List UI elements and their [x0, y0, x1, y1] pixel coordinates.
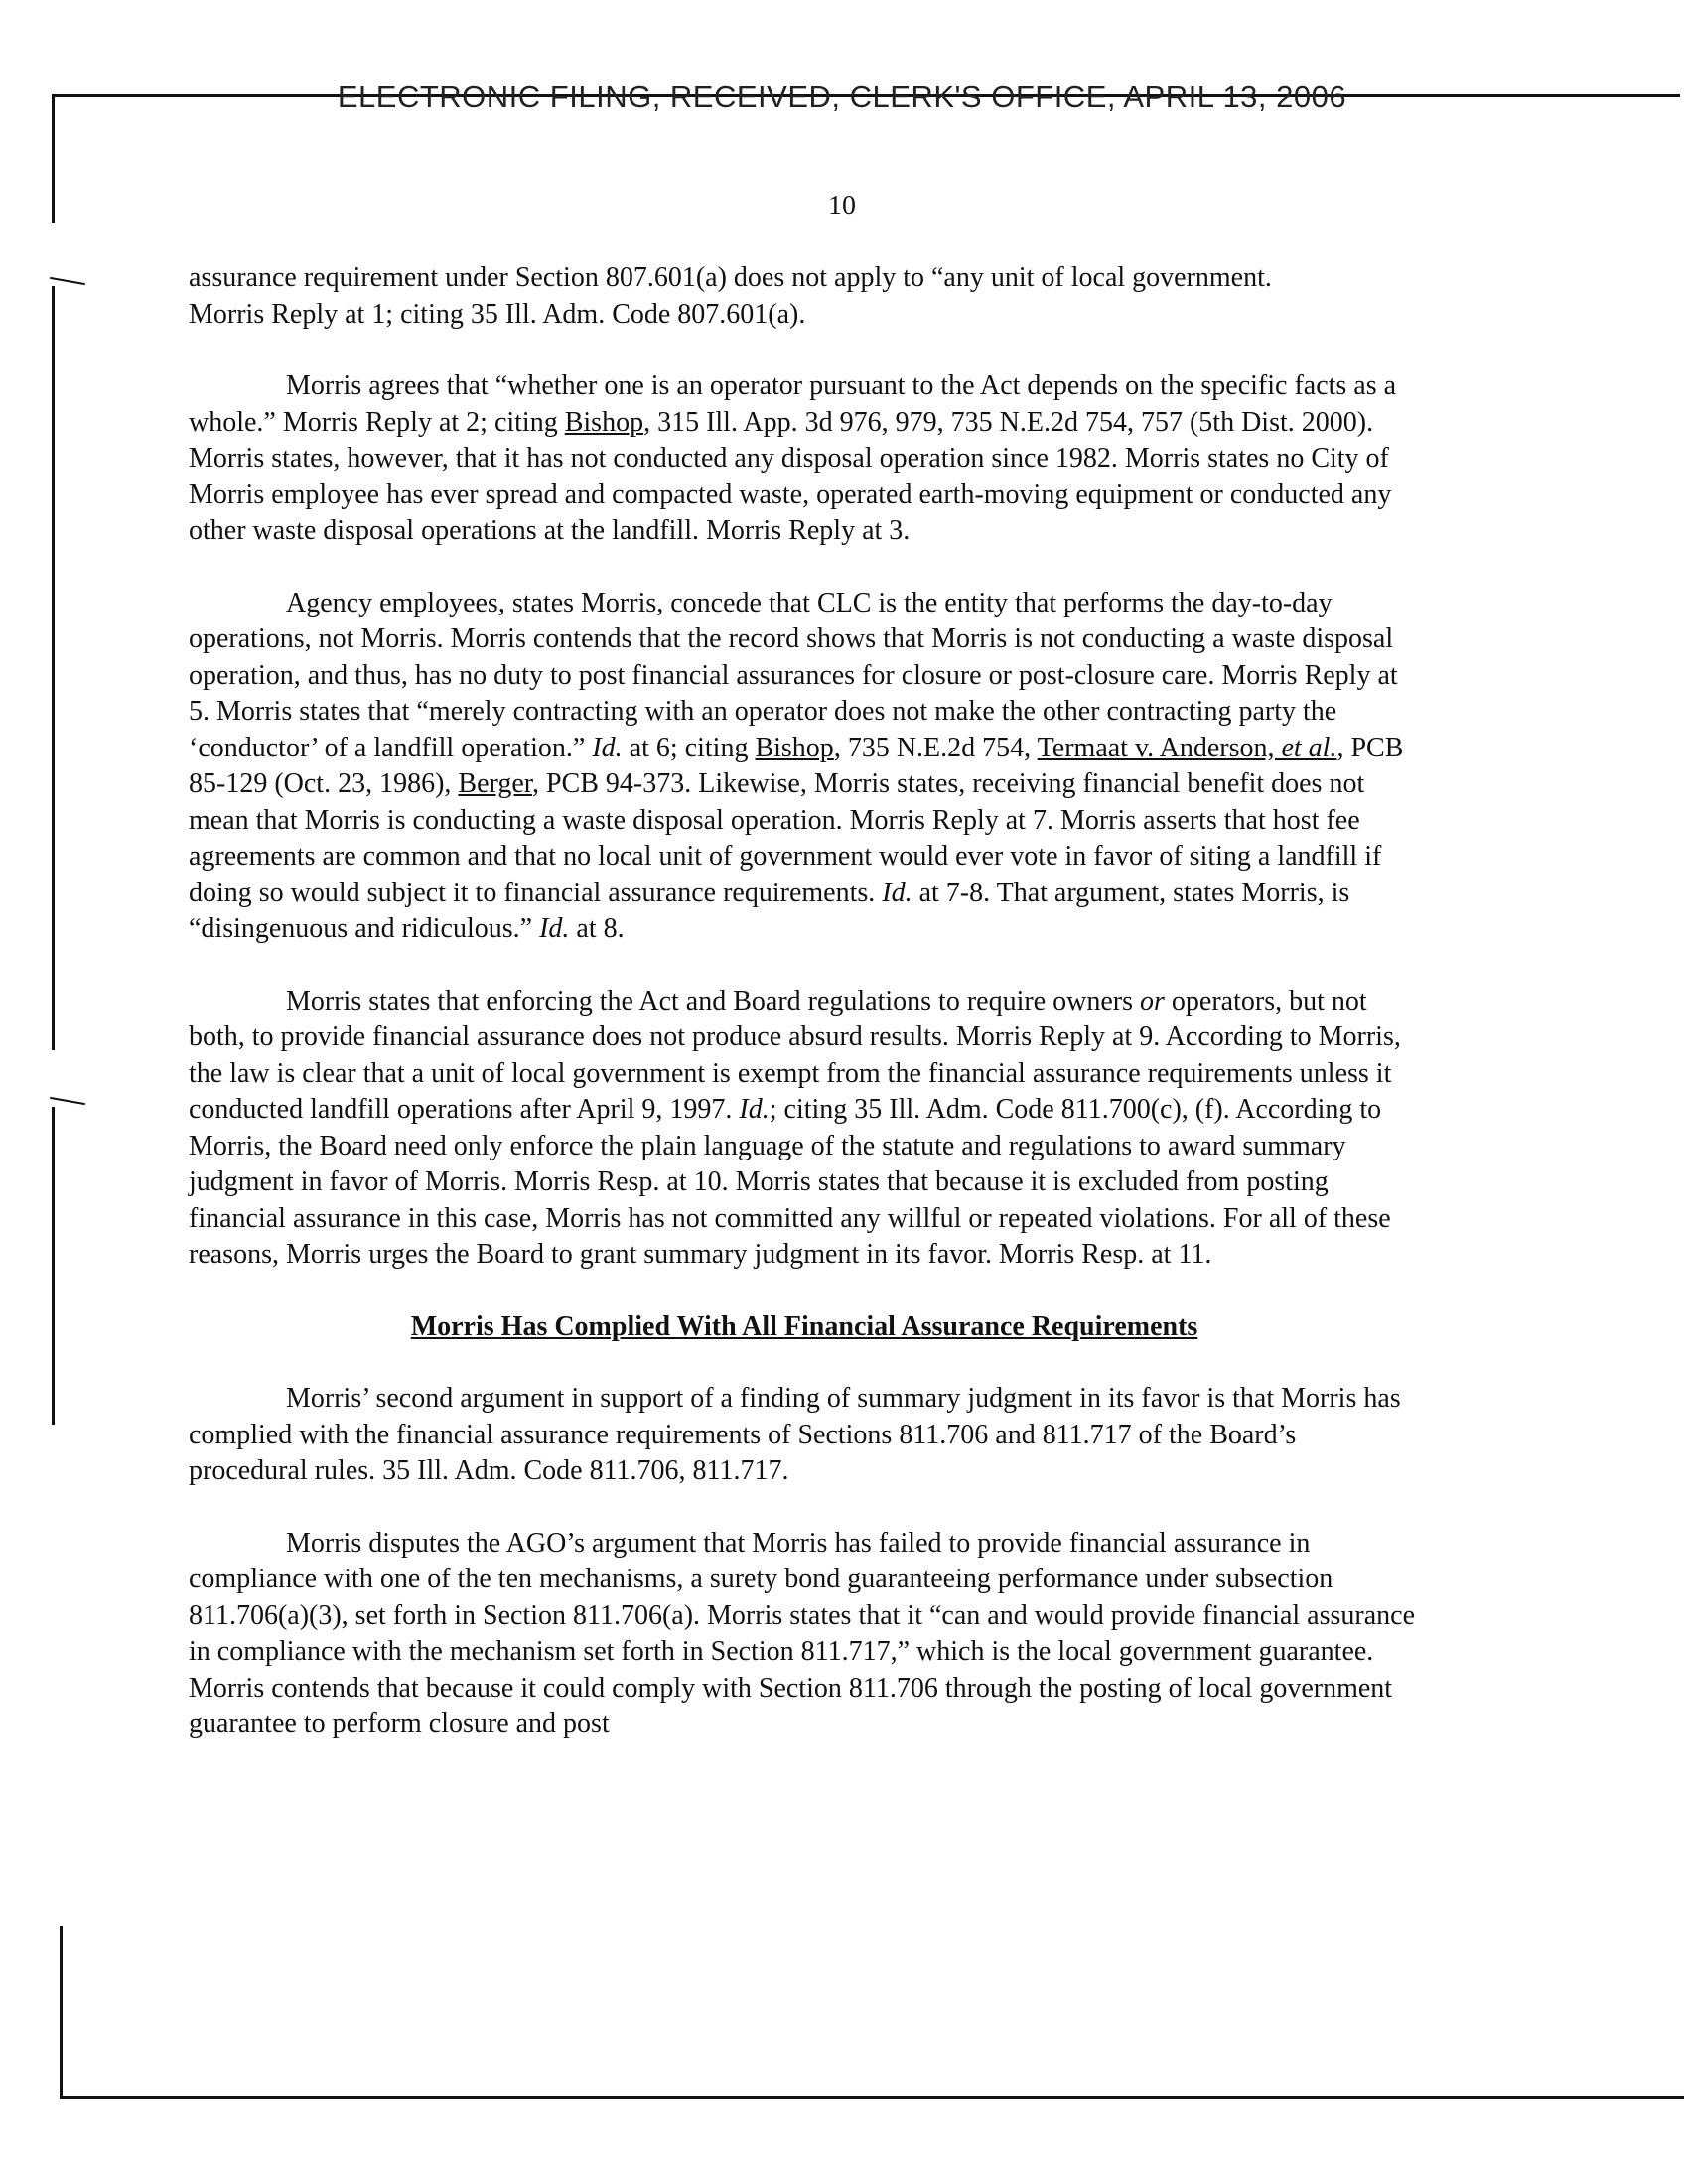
page-border-left	[52, 286, 55, 1050]
text-run: , PCB 94-373. Likewise, Morris states, receiving financial benefit does not mean that Morris is conducting a waste disposal operation. Morris Reply at 7. Morris asserts that host fee agreements are common and that no local unit of government would ever vote in favor of siting a landfill if doing so would subject it to financial assurance requirements.	[189, 768, 1382, 908]
case-citation: Bishop	[755, 732, 834, 763]
case-citation: Berger	[458, 768, 532, 799]
id-citation: Id.	[539, 913, 570, 944]
filing-stamp: ELECTRONIC FILING, RECEIVED, CLERK'S OFFICE, APRIL 13, 2006	[337, 79, 1347, 114]
text-run: ; citing 35 Ill. Adm. Code 811.700(c), (f). According to Morris, the Board need only enforce the plain language of the statute and regulations to award summary judgment in favor of Morris. Morris Resp. at 10. Morris states that because it is excluded from posting financial assurance in this case, Morris has not committed any willful or repeated violations. For all of these reasons, Morris urges the Board to grant summary judgment in its favor. Morris Resp. at 11.	[189, 1094, 1391, 1270]
text-run: assurance requirement under Section 807.601(a) does not apply to “any unit of local government.	[189, 262, 1272, 293]
page-number: 10	[828, 191, 856, 221]
text-run: Morris Reply at 1; citing 35 Ill. Adm. Code 807.601(a).	[189, 298, 806, 330]
page-border-left	[52, 1107, 55, 1425]
document-body	[189, 260, 1420, 1743]
text-run: Morris agrees that “whether one is an operator pursuant to the Act depends on the specific facts as a whole.” Morris Reply at 2; citing	[189, 370, 1397, 438]
paragraph: Morris’ second argument in support of a finding of summary judgment in its favor is that Morris has complied with the financial assurance requirements of Sections 811.706 and 811.717 of the Board’s procedural rules. 35 Ill. Adm. Code 811.706, 811.717.	[189, 1383, 1401, 1486]
scan-mark	[50, 277, 85, 285]
id-citation: Id.	[882, 877, 912, 908]
text-run: Morris states that enforcing the Act and Board regulations to require owners	[286, 985, 1140, 1017]
text-run: operators, but not both, to provide financial assurance does not produce absurd results. Morris Reply at 9. According to Morris, the law is clear that a unit of local government is exempt from the financial assurance requirements unless it conducted landfill operations after April 9, 1997.	[189, 985, 1401, 1125]
id-citation: Id.	[739, 1094, 770, 1125]
text-run: at 6; citing	[622, 732, 756, 763]
page-border-left	[60, 1926, 63, 2097]
paragraph	[189, 984, 1420, 1274]
id-citation: Id.	[592, 732, 623, 763]
page-border-bottom	[60, 2096, 1684, 2099]
text-run: , 735 N.E.2d 754,	[833, 732, 1038, 763]
emphasis: or	[1140, 985, 1165, 1017]
text-run: Agency employees, states Morris, concede that CLC is the entity that performs the day-to-day operations, not Morris. Morris contends that the record shows that Morris is not conducting a waste disposal operation, and thus, has no duty to post financial assurances for closure or post-closure care. Morris Reply at 5. Morris states that “merely contracting with an operator does not make the other contracting party the ‘conductor’ of a landfill operation.”	[189, 587, 1398, 763]
text-run: , 315 Ill. App. 3d 976, 979, 735 N.E.2d 754, 757 (5th Dist. 2000). Morris states, however, that it has not conducted any disposal operation since 1982. Morris states no City of Morris employee has ever spread and compacted waste, operated earth-moving equipment or conducted any other waste disposal operations at the landfill. Morris Reply at 3.	[189, 406, 1392, 546]
scan-mark	[50, 1097, 85, 1105]
paragraph: Morris disputes the AGO’s argument that Morris has failed to provide financial assurance in compliance with one of the ten mechanisms, a surety bond guaranteeing performance under subsection 811.706(a)(3), set forth in Section 811.706(a). Morris states that it “can and would provide financial assurance in compliance with the mechanism set forth in Section 811.717,” which is the local government guarantee. Morris contends that because it could comply with Section 811.706 through the posting of local government guarantee to perform closure and post	[189, 1527, 1416, 1739]
case-citation: Termaat v. Anderson,	[1037, 732, 1282, 763]
text-run: at 8.	[569, 913, 625, 944]
case-citation: et al.	[1281, 732, 1337, 763]
text-run: , PCB 85-129 (Oct. 23, 1986),	[189, 732, 1404, 799]
case-citation: Bishop	[564, 406, 644, 438]
paragraph	[189, 586, 1420, 948]
text-run: at 7-8. That argument, states Morris, is “disingenuous and ridiculous.”	[189, 877, 1350, 944]
paragraph	[189, 368, 1420, 550]
paragraph	[189, 260, 1420, 333]
section-heading: Morris Has Complied With All Financial Assurance Requirements	[410, 1310, 1198, 1342]
